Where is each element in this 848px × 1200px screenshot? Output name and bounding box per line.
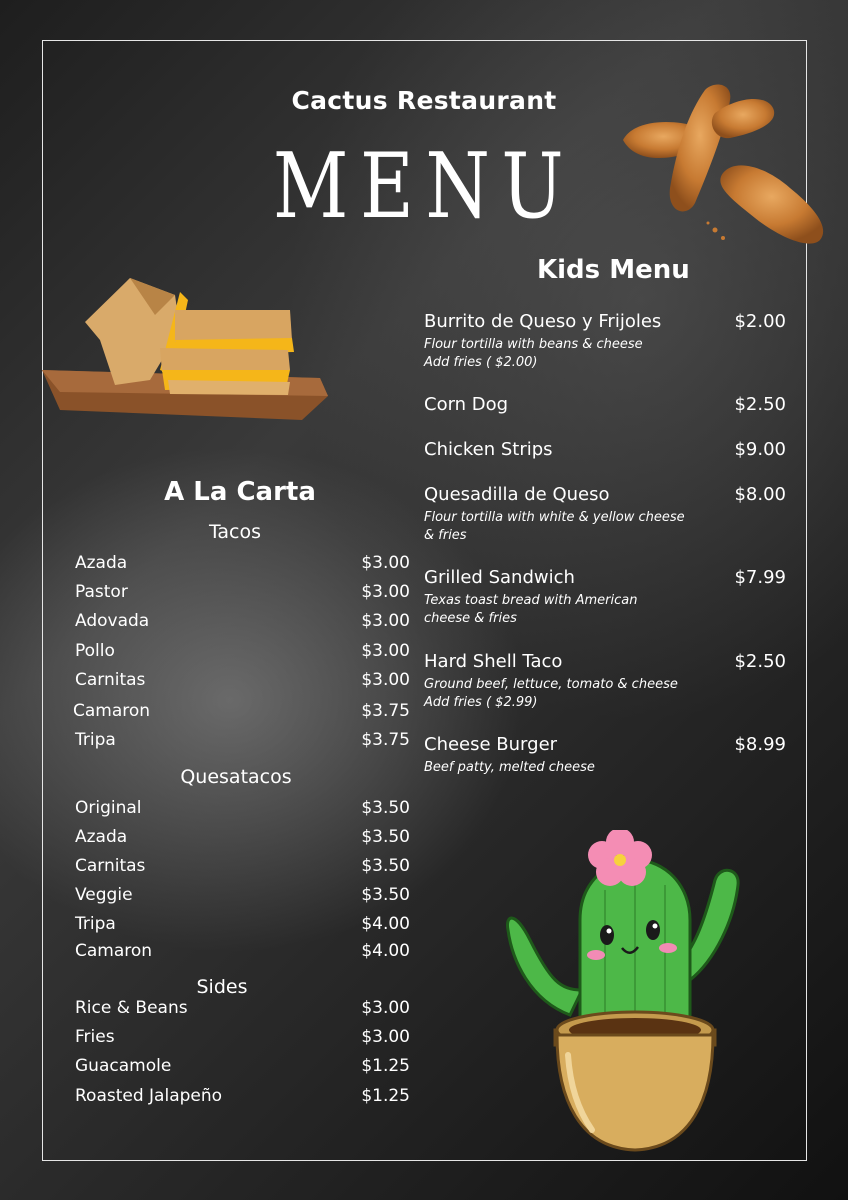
item-price: $9.00 bbox=[734, 439, 786, 460]
item-price: $3.00 bbox=[361, 582, 410, 602]
item-description: Texas toast bread with American cheese & fries bbox=[424, 593, 638, 626]
item-name: Veggie bbox=[75, 885, 133, 905]
list-item bbox=[75, 1027, 410, 1047]
item-name: Carnitas bbox=[75, 856, 146, 876]
item-name: Camaron bbox=[73, 701, 151, 721]
list-item bbox=[75, 553, 410, 573]
item-price: $3.00 bbox=[361, 1027, 410, 1047]
chicken-strips-image bbox=[615, 78, 835, 248]
item-price: $2.50 bbox=[734, 651, 786, 672]
item-name: Cheese Burger bbox=[424, 734, 558, 755]
sides-subtitle: Sides bbox=[196, 976, 248, 998]
item-price: $4.00 bbox=[361, 941, 410, 961]
tacos-subtitle: Tacos bbox=[208, 521, 262, 543]
item-name: Pollo bbox=[75, 641, 115, 661]
item-name: Quesadilla de Queso bbox=[424, 484, 610, 505]
item-description: Flour tortilla with white & yellow cheese & fries bbox=[424, 510, 685, 543]
item-name: Azada bbox=[75, 827, 128, 847]
item-description: Flour tortilla with beans & cheese Add fries ( $2.00) bbox=[424, 337, 643, 370]
list-item bbox=[75, 827, 410, 847]
item-price: $3.50 bbox=[361, 827, 410, 847]
item-name: Rice & Beans bbox=[75, 998, 188, 1018]
list-item bbox=[75, 582, 410, 602]
item-name: Tripa bbox=[75, 914, 116, 934]
item-name: Chicken Strips bbox=[424, 439, 553, 460]
list-item bbox=[75, 1056, 410, 1076]
restaurant-name: Cactus Restaurant bbox=[291, 86, 557, 115]
item-name: Adovada bbox=[75, 611, 150, 631]
item-name: Fries bbox=[75, 1027, 115, 1047]
item-price: $2.50 bbox=[734, 394, 786, 415]
item-price: $3.00 bbox=[361, 641, 410, 661]
item-description: Beef patty, melted cheese bbox=[424, 760, 595, 775]
item-price: $7.99 bbox=[734, 567, 786, 588]
list-item bbox=[75, 1086, 410, 1106]
item-name: Roasted Jalapeño bbox=[75, 1086, 223, 1106]
list-item bbox=[75, 856, 410, 876]
list-item bbox=[75, 798, 410, 818]
kids-menu-title: Kids Menu bbox=[537, 255, 690, 285]
item-name: Tripa bbox=[75, 730, 116, 750]
item-description: Ground beef, lettuce, tomato & cheese Add fries ( $2.99) bbox=[424, 677, 678, 710]
item-price: $3.00 bbox=[361, 611, 410, 631]
a-la-carta-title: A La Carta bbox=[164, 477, 316, 507]
item-price: $3.50 bbox=[361, 885, 410, 905]
list-item bbox=[75, 914, 410, 934]
item-price: $3.50 bbox=[361, 798, 410, 818]
list-item bbox=[75, 641, 410, 661]
item-price: $3.00 bbox=[361, 553, 410, 573]
item-name: Camaron bbox=[75, 941, 153, 961]
item-name: Guacamole bbox=[75, 1056, 172, 1076]
kids-menu-item bbox=[424, 651, 786, 712]
item-name: Burrito de Queso y Frijoles bbox=[424, 311, 662, 332]
kids-menu-item bbox=[424, 311, 786, 372]
list-item bbox=[75, 998, 410, 1018]
item-price: $2.00 bbox=[734, 311, 786, 332]
item-price: $8.99 bbox=[734, 734, 786, 755]
kids-menu-item bbox=[424, 484, 786, 545]
item-price: $3.75 bbox=[361, 701, 410, 721]
list-item bbox=[75, 670, 410, 690]
cactus-mascot-image bbox=[500, 830, 745, 1160]
item-price: $1.25 bbox=[361, 1086, 410, 1106]
item-price: $3.00 bbox=[361, 998, 410, 1018]
kids-menu-item bbox=[424, 394, 786, 415]
grilled-sandwich-image bbox=[40, 270, 332, 426]
list-item bbox=[75, 730, 410, 750]
list-item bbox=[75, 885, 410, 905]
list-item bbox=[73, 701, 410, 721]
item-price: $4.00 bbox=[361, 914, 410, 934]
item-name: Corn Dog bbox=[424, 394, 509, 415]
quesatacos-subtitle: Quesatacos bbox=[180, 766, 292, 788]
kids-menu-item bbox=[424, 439, 786, 460]
menu-title: MENU bbox=[272, 134, 576, 239]
item-name: Original bbox=[75, 798, 142, 818]
kids-menu-item bbox=[424, 734, 786, 777]
list-item bbox=[75, 611, 410, 631]
item-name: Pastor bbox=[75, 582, 128, 602]
item-name: Carnitas bbox=[75, 670, 146, 690]
item-name: Hard Shell Taco bbox=[424, 651, 563, 672]
kids-menu-item bbox=[424, 567, 786, 628]
item-name: Azada bbox=[75, 553, 128, 573]
item-price: $3.50 bbox=[361, 856, 410, 876]
item-price: $3.00 bbox=[361, 670, 410, 690]
item-price: $1.25 bbox=[361, 1056, 410, 1076]
list-item bbox=[75, 941, 410, 961]
item-price: $8.00 bbox=[734, 484, 786, 505]
item-price: $3.75 bbox=[361, 730, 410, 750]
item-name: Grilled Sandwich bbox=[424, 567, 575, 588]
